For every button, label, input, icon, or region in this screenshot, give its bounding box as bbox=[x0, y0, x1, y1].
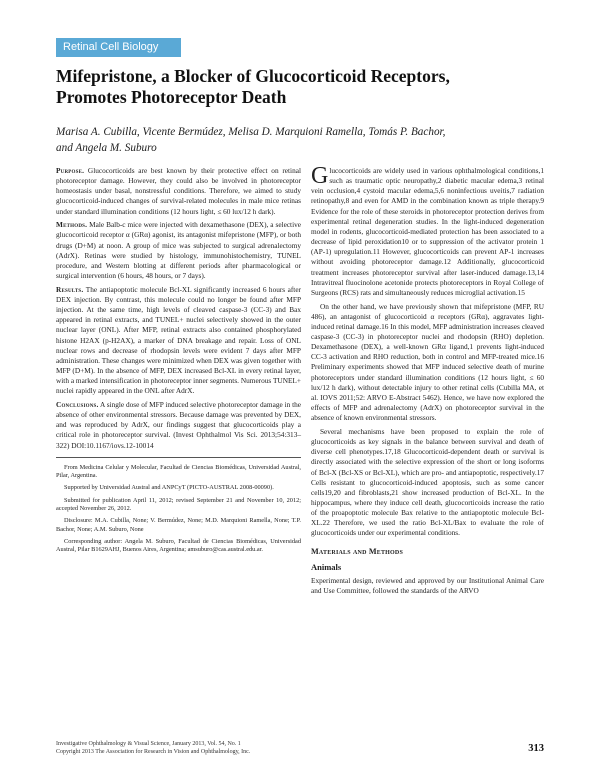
section-heading-materials: Materials and Methods bbox=[311, 546, 403, 556]
page-number: 313 bbox=[528, 743, 544, 754]
title-line-2: Promotes Photoreceptor Death bbox=[56, 87, 287, 107]
methods-label: Methods. bbox=[56, 220, 88, 230]
results-text: The antiapoptotic molecule Bcl-XL significantly increased 6 hours after DEX injection. By contrast, this molecule could no longer be found after MFP injection. At the same time, high levels of cleaved caspase-3 (CC-3) and Bax appeared in retinal extracts, and TUNEL+ nuclei selectively showed in the outer nuclear layer (ONL). After MFP, retinal extracts also contained phosphorylated histone H2AX (p-H2AX), a marker of DNA breakage and repair. Loss of ONL nuclear rows and decrease of rhodopsin levels were evident 7 days after MFP administration. These changes were minimized when DEX was given together with MFP (D+M). In the absence of MFP, DEX increased Bcl-XL in every retinal layer, with a marked intensification in photoreceptor inner segments. Numerous TUNEL+ nuclei rapidly appeared in the ONL after AdrX. bbox=[56, 284, 301, 396]
footnote-divider bbox=[56, 457, 301, 458]
purpose-label: Purpose. bbox=[56, 166, 85, 175]
footnote-affiliation: From Medicina Celular y Molecular, Facultad de Ciencias Biomédicas, Universidad Austral, Pilar, Argentina. bbox=[56, 463, 301, 480]
methods-text: Male Balb-c mice were injected with dexamethasone (DEX), a selective glucocorticoid receptor α (GRα) agonist, its antagonist mifepristone (MFP), or both drugs (D+M) at noon. A group of mice was subjected to surgical adrenalectomy (AdrX). Retinas were studied by histology, immunohistochemistry, TUNEL procedure, and Western blotting at different periods after pharmacological or surgical intervention (6 hours, 48 hours, or 7 days). bbox=[56, 220, 302, 281]
footnote-disclosure: Disclosure: M.A. Cubilla, None; V. Bermúdez, None; M.D. Marquioni Ramella, None; T.P. Bachor, None; A.M. Suburo, None bbox=[56, 517, 301, 533]
subheading-animals: Animals bbox=[311, 561, 342, 572]
abstract-column bbox=[56, 166, 301, 559]
authors-line-2: and Angela M. Suburo bbox=[56, 142, 157, 154]
footer-line-1: Investigative Ophthalmology & Visual Science, January 2013, Vol. 54, No. 1 bbox=[56, 741, 241, 747]
drop-cap: G bbox=[311, 163, 329, 189]
intro-p1-text: lucocorticoids are widely used in various ophthalmological conditions,1 such as traumatic optic neuropathy,2 diabetic macular edema,3 retinal vein occlusion,4 cystoid macular edema,5,6 noninfectious uveitis,7 radiation retinopathy,8 and even for AMD in the combination known as triple therapy.9 Evidence for the role of these steroids in photoreceptor protection derives from experimental retinal degeneration studies. In the light-induced degeneration model in rodents, glucocorticoid-mediated protection has been associated to a decrease of lipid peroxidation10 or to suppression of the activator protein 1 (AP-1) upregulation.11 However, glucocorticoids can prevent AP-1 increases without avoiding photoreceptor damage.12 Additionally, glucocorticoid treatment increases photoreceptor survival after laser-induced damage.13,14 Intravitreal fluocinolone acetonide protects photoreceptors in Royal College of Surgeons (RCS) rats and simultaneously reduces microglial activation.15 bbox=[311, 166, 544, 297]
citation-text: (Invest Ophthalmol Vis Sci. 2013;54:313–322) DOI:10.1167/iovs.12-10014 bbox=[56, 430, 301, 450]
footnote-corresponding: Corresponding author: Angela M. Suburo, Facultad de Ciencias Biomédicas, Universidad Austral, Pilar B1629AHJ, Buenos Aires, Argentina; amsuburo@cas.austral.edu.ar. bbox=[56, 537, 301, 554]
journal-footer bbox=[56, 740, 546, 756]
footnote-support: Supported by Universidad Austral and ANPCyT (PICTO-AUSTRAL 2008-00090). bbox=[64, 484, 274, 492]
results-label: Results. bbox=[56, 284, 84, 294]
footer-line-2: Copyright 2013 The Association for Research in Vision and Ophthalmology, Inc. bbox=[56, 749, 251, 755]
abstract-methods bbox=[56, 220, 301, 281]
conclusions-label: Conclusions. bbox=[56, 399, 99, 409]
introduction-column bbox=[311, 163, 544, 600]
conclusions-text: A single dose of MFP induced selective photoreceptor damage in the absence of other environmental stressors. Because damage was prevented by DEX, and was reproduced by AdrX, our findings suggest that glucocorticoids play a critical role in photoreceptor survival. bbox=[56, 399, 302, 440]
abstract-results bbox=[56, 285, 301, 397]
title-line-1: Mifepristone, a Blocker of Glucocorticoid Receptors, bbox=[56, 66, 450, 86]
authors-line-1: Marisa A. Cubilla, Vicente Bermúdez, Melisa D. Marquioni Ramella, Tomás P. Bachor, bbox=[56, 126, 446, 138]
article-title bbox=[56, 66, 556, 108]
abstract-purpose bbox=[56, 166, 301, 217]
intro-paragraph-2: On the other hand, we have previously shown that mifepristone (MFP, RU 486), an antagonist of glucocorticoid α receptors (GRα), aggravates light-induced retinal damage.16 In this model, MFP administration increases cleaved caspase-3 (CC-3) in photoreceptor nuclei and rhodopsin (RHO) depletion. Dexamethasone (DEX), a well-known GRα ligand,1 prevents light-induced CC-3 activation and RHO reduction, both in control and MFP-treated mice.16 Preliminary experiments showed that MFP induced selective death of murine photoreceptors under standard illumination conditions (12 hours light, ≤ 60 lux/12 h dark), without detectable injury to other retinal cells (Cubilla MA, et al. IOVS 2011;52: ARVO E-Abstract 5462). Hence, we have now explored the effects of MFP and adrenalectomy (AdrX) on photoreceptor survival in the absence of known environmental stressors. bbox=[311, 301, 544, 423]
intro-paragraph-1 bbox=[311, 163, 544, 298]
materials-paragraph-1: Experimental design, reviewed and approved by our Institutional Animal Care and Use Committee, followed the standards of the ARVO bbox=[311, 575, 544, 596]
footnote-submitted: Submitted for publication April 11, 2012; revised September 21 and November 10, 2012; accepted November 26, 2012. bbox=[56, 496, 301, 513]
intro-paragraph-3: Several mechanisms have been proposed to explain the role of glucocorticoids as key signals in the balance between survival and death of diverse cell phenotypes.17,18 Glucocorticoid-dependent death or survival is directly associated with the selective expression of the short or long isoforms of Bcl-X (Bcl-XS or Bcl-XL), which are pro- and antiapoptotic, respectively.17 Cells resistant to glucocorticoid-induced apoptosis, such as some cancer cells19,20 and fibroblasts,21 show increased production of Bcl-XL. In the hippocampus, where they induce cell death, glucocorticoids increase the ratio of the proapoptotic molecule Bax relative to the antiapoptotic molecule Bcl-XL.22 Therefore, we used the ratio Bcl-XL/Bax to evaluate the role of glucocorticoids under our experimental conditions. bbox=[311, 426, 544, 538]
author-list bbox=[56, 124, 556, 156]
abstract-conclusions bbox=[56, 400, 301, 451]
purpose-text: Glucocorticoids are best known by their protective effect on retinal photoreceptor damage. However, they could also be involved in photoreceptor homeostasis under basal, nonstressful conditions. Therefore, we aimed to study glucocorticoid-induced changes of survival-related molecules in male mice retinas under standard illumination conditions (12 hours light, ≤ 60 lux/12 h dark). bbox=[56, 166, 301, 216]
section-band: Retinal Cell Biology bbox=[56, 38, 181, 57]
